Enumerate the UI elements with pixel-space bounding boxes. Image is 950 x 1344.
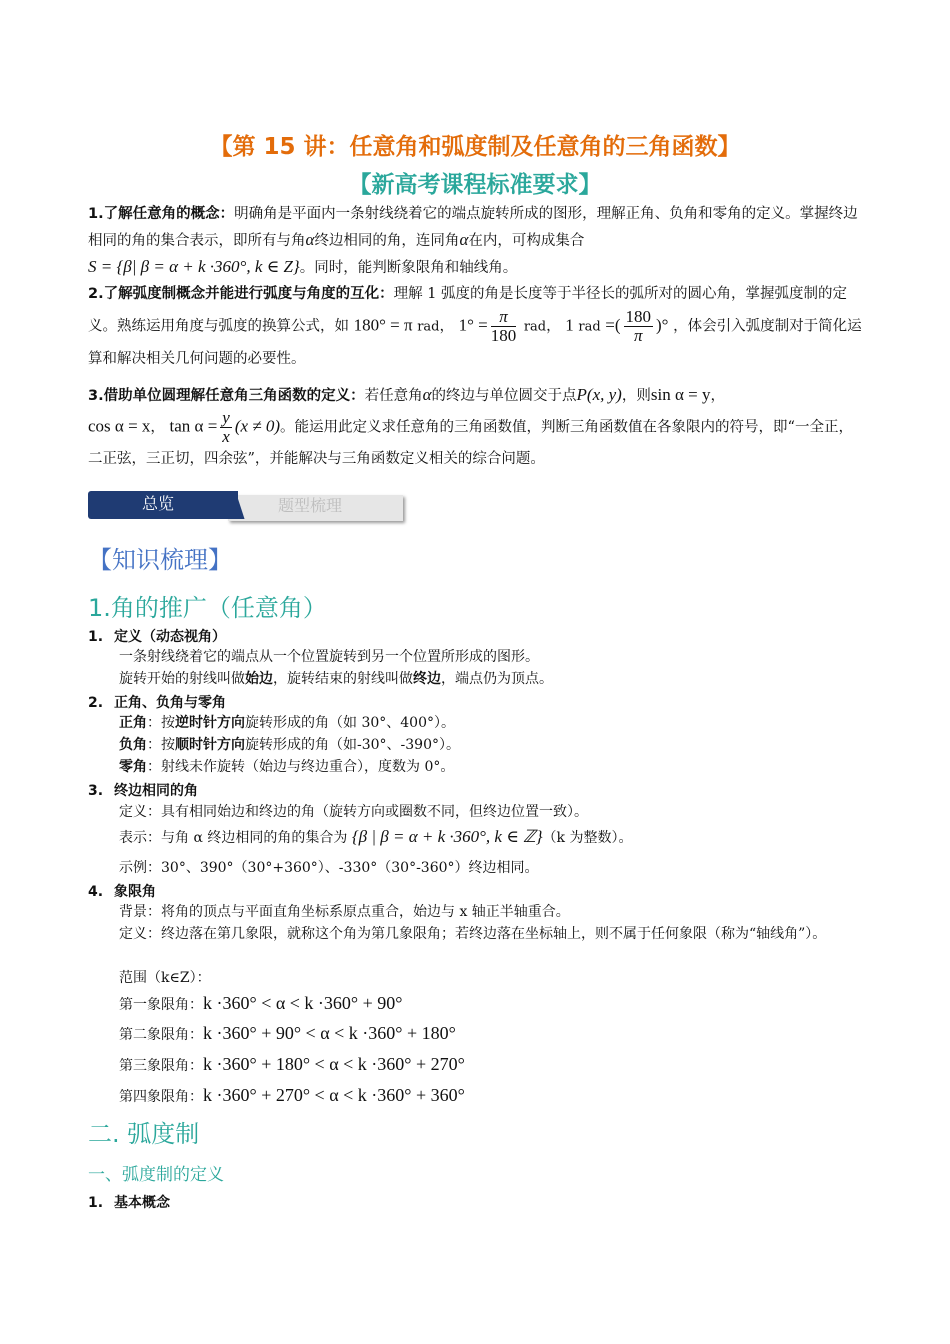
req1-alpha-2: α <box>459 230 469 249</box>
req2-head: 2.了解弧度制概念并能进行弧度与角度的互化： <box>88 286 394 302</box>
req1-text-c: 在内，可构成集合 <box>468 233 585 249</box>
subsection-4-heading <box>88 881 156 901</box>
req2-formula-3-close: )° <box>656 315 669 335</box>
req3-text-c: ，则 <box>621 388 651 404</box>
req2-text-a: 理解 1 弧度的角是长度等于半径长的弧所对的圆心角，掌握弧度制的定义。熟练运用角度与弧度的换算公式，如 <box>88 286 848 335</box>
quadrant-expr: k ·360° + 180° < α < k ·360° + 270° <box>203 1054 465 1074</box>
s2-p-c: 旋转形成的角（如 30°、400°）。 <box>245 715 455 731</box>
subsection-1-heading <box>88 626 226 646</box>
subsection-4-number: 4. <box>88 884 104 900</box>
s2-negative-label: 负角 <box>119 737 147 753</box>
s2-positive-line <box>119 712 455 734</box>
subsection-5-heading <box>88 1192 170 1212</box>
s4-definition: 定义：终边落在第几象限，就称这个角为第几象限角；若终边落在坐标轴上，则不属于任何象限（称为“轴线角”）。 <box>119 926 827 942</box>
subsection-3-title: 终边相同的角 <box>114 783 198 799</box>
s2-zero-line <box>119 756 454 778</box>
req1-set-formula: S = {β| β = α + k ·360°, k ∈ Z} <box>88 257 300 276</box>
req3-tan-lhs: tan α = <box>169 416 218 436</box>
section-1-heading: 1.角的推广（任意角） <box>88 594 327 622</box>
frac-num-180: 180 <box>625 307 652 326</box>
s3-set-formula: {β | β = α + k ·360°, k ∈ ℤ} <box>351 827 543 846</box>
req2-rad-2: rad <box>523 319 547 335</box>
section-2-subheading: 一、弧度制的定义 <box>88 1165 224 1185</box>
s3-definition: 定义：具有相同始边和终边的角（旋转方向或圈数不同，但终边位置一致）。 <box>119 804 588 820</box>
s3-rep-a: 表示：与角 α 终边相同的角的集合为 <box>119 830 348 846</box>
tab-overview[interactable]: 总览 <box>88 491 238 519</box>
subsection-1-title: 定义（动态视角） <box>114 629 226 645</box>
s1-l2a: 旋转开始的射线叫做 <box>119 671 245 687</box>
s1-terminal-side: 终边 <box>413 671 441 687</box>
req2-sep-1: ， <box>439 318 454 335</box>
s1-start-side: 始边 <box>245 671 273 687</box>
req3-head: 3.借助单位圆理解任意角三角函数的定义： <box>88 388 365 404</box>
quadrant-3-row <box>119 1053 465 1077</box>
req2-formula-1: 180° = π <box>353 315 413 335</box>
knowledge-heading: 【知识梳理】 <box>88 546 232 574</box>
s3-rep-b: （k 为整数）。 <box>542 830 633 846</box>
requirement-3 <box>88 382 863 472</box>
req2-rad-1: rad <box>417 319 440 335</box>
req3-comma-1: ， <box>710 388 725 404</box>
req3-text-b: 的终边与单位圆交于点 <box>431 388 577 404</box>
req2-rad-3: rad <box>578 319 601 335</box>
subsection-5-number: 1. <box>88 1195 104 1211</box>
req3-text-d: 。能运用此定义求任意角的三角函数值，判断三角函数值在各象限内的符号，即“一全正，二正弦，三正切，四余弦”，并能解决与三角函数定义相关的综合问题。 <box>88 419 853 467</box>
frac-num-y: y <box>222 408 230 427</box>
s2-positive-label: 正角 <box>119 715 147 731</box>
tab-question-types[interactable]: 题型梳理 <box>228 495 403 521</box>
subsection-4-title: 象限角 <box>114 884 156 900</box>
req2-sep-2: ， <box>546 318 561 335</box>
req2-formula-2-lhs: 1° = <box>458 315 488 335</box>
req1-text-d: 。同时，能判断象限角和轴线角。 <box>299 260 518 276</box>
req1-alpha: α <box>305 230 315 249</box>
page-subtitle: 【新高考课程标准要求】 <box>348 172 602 198</box>
quadrant-4-row <box>119 1084 465 1108</box>
req1-text-a: 明确角是平面内一条射线绕着它的端点旋转所成的图形，理解正角、负角和零角的定义。掌握终边相同的角的集合表示，即所有与角 <box>88 206 858 249</box>
quadrant-expr: k ·360° < α < k ·360° + 90° <box>203 993 403 1013</box>
req3-fraction-y-x <box>220 409 232 446</box>
req3-text-a: 若任意角 <box>364 388 423 404</box>
s2-zero-label: 零角 <box>119 759 147 775</box>
req2-fraction-pi-180 <box>491 308 517 345</box>
quadrant-label: 第一象限角： <box>119 997 203 1013</box>
s1-line-1: 一条射线绕着它的端点从一个位置旋转到另一个位置所形成的图形。 <box>119 649 539 665</box>
quadrant-expr: k ·360° + 270° < α < k ·360° + 360° <box>203 1085 465 1105</box>
s2-z-c: ：射线未作旋转（始边与终边重合），度数为 0°。 <box>147 759 455 775</box>
s1-l2e: ，端点仍为顶点。 <box>441 671 553 687</box>
req2-formula-3-lhs: 1 <box>565 315 574 335</box>
s2-ccw: 逆时针方向 <box>175 715 245 731</box>
subsection-5-title: 基本概念 <box>114 1195 170 1211</box>
s4-background: 背景：将角的顶点与平面直角坐标系原点重合，始边与 x 轴正半轴重合。 <box>119 904 570 920</box>
quadrant-2-row <box>119 1022 456 1046</box>
frac-den-x: x <box>222 427 230 446</box>
req2-formula-3-eq: =( <box>605 315 621 335</box>
section-2-heading: 二. 弧度制 <box>88 1120 200 1148</box>
s1-l2c: ，旋转结束的射线叫做 <box>273 671 413 687</box>
req1-head: 1.了解任意角的概念： <box>88 206 235 222</box>
req3-tan-condition: (x ≠ 0) <box>234 416 281 436</box>
s2-p-a: ：按 <box>147 715 175 731</box>
requirement-2 <box>88 280 863 373</box>
s2-n-c: 旋转形成的角（如-30°、-390°）。 <box>245 737 460 753</box>
quadrant-label: 第三象限角： <box>119 1058 203 1074</box>
quadrant-1-row <box>119 992 402 1016</box>
quadrant-label: 第二象限角： <box>119 1027 203 1043</box>
req2-text-b: ，体会引入弧度制对于简化运算和解决相关几何问题的必要性。 <box>88 318 862 367</box>
req3-comma-2: ， <box>150 419 165 436</box>
req3-cos-formula: cos α = x <box>88 416 151 436</box>
subsection-2-title: 正角、负角与零角 <box>114 695 226 711</box>
s2-n-a: ：按 <box>147 737 175 753</box>
section-tabs <box>88 491 403 523</box>
subsection-2-heading <box>88 692 226 712</box>
frac-den-pi: π <box>634 326 643 345</box>
page-title: 【第 15 讲：任意角和弧度制及任意角的三角函数】 <box>209 134 741 160</box>
s3-representation <box>119 826 632 849</box>
frac-num-pi: π <box>491 308 517 327</box>
req1-text-b: 终边相同的角，连同角 <box>314 233 460 249</box>
s2-negative-line <box>119 734 460 756</box>
req2-fraction-180-pi <box>624 308 654 345</box>
subsection-1-number: 1. <box>88 629 104 645</box>
s2-cw: 顺时针方向 <box>175 737 245 753</box>
s3-example: 示例：30°、390°（30°+360°）、-330°（30°-360°）终边相同。 <box>119 860 539 876</box>
subsection-3-heading <box>88 780 198 800</box>
quadrant-label: 第四象限角： <box>119 1089 203 1105</box>
req3-sin-formula: sin α = y <box>650 385 711 404</box>
req3-point: P(x, y) <box>576 385 622 404</box>
frac-den-180: 180 <box>490 326 517 345</box>
requirement-1 <box>88 201 863 281</box>
s4-range: 范围（k∈Z）： <box>119 970 211 986</box>
subsection-2-number: 2. <box>88 695 104 711</box>
s1-line-2 <box>119 668 553 690</box>
subsection-3-number: 3. <box>88 783 104 799</box>
req3-alpha: α <box>422 385 432 404</box>
quadrant-expr: k ·360° + 90° < α < k ·360° + 180° <box>203 1023 456 1043</box>
